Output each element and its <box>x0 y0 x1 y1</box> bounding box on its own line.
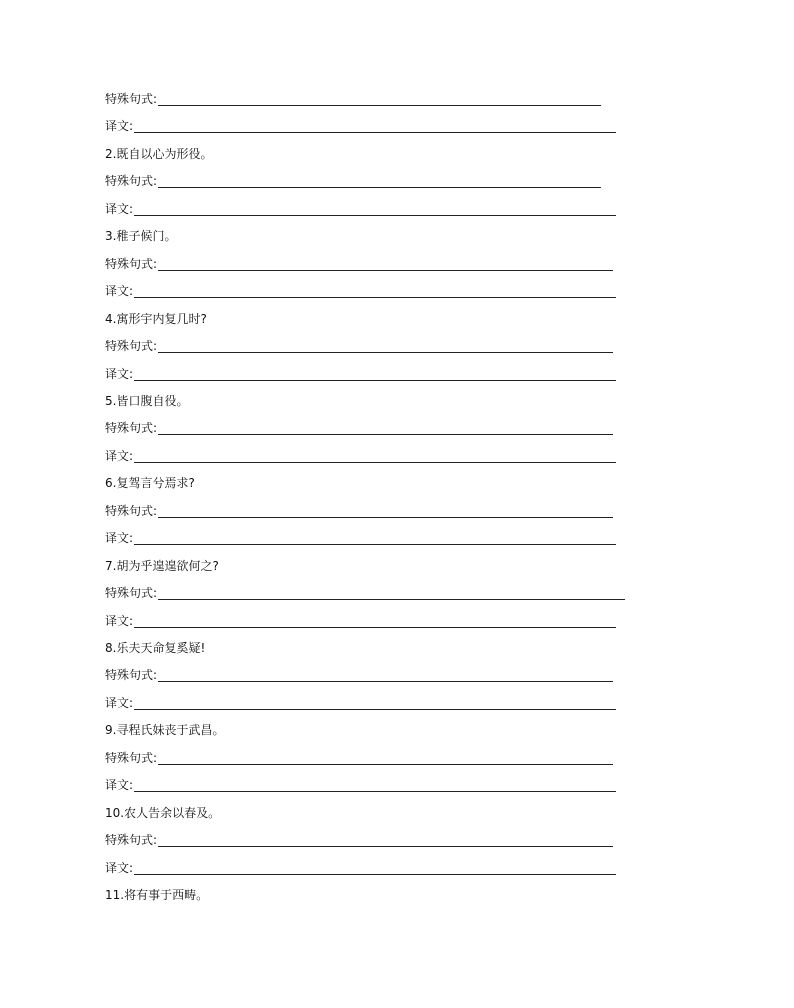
special-pattern-line <box>105 668 613 682</box>
special-pattern-label: 特殊句式: <box>105 174 158 188</box>
special-pattern-label: 特殊句式: <box>105 421 158 435</box>
translation-line <box>105 778 616 792</box>
translation-line <box>105 119 616 133</box>
translation-label: 译文: <box>105 778 134 792</box>
special-pattern-label: 特殊句式: <box>105 751 158 765</box>
special-pattern-line <box>105 339 613 353</box>
special-pattern-line <box>105 504 613 518</box>
question-text: 8.乐夫天命复奚疑! <box>105 641 206 655</box>
translation-line <box>105 531 616 545</box>
special-pattern-line <box>105 421 613 435</box>
answer-blank[interactable] <box>158 587 625 600</box>
question-text: 3.稚子候门。 <box>105 229 177 243</box>
translation-line <box>105 367 616 381</box>
special-pattern-line <box>105 833 613 847</box>
answer-blank[interactable] <box>158 340 613 353</box>
translation-line <box>105 861 616 875</box>
answer-blank[interactable] <box>134 120 616 133</box>
question-text: 10.农人告余以春及。 <box>105 806 221 820</box>
answer-blank[interactable] <box>158 752 613 765</box>
answer-blank[interactable] <box>158 505 613 518</box>
translation-line <box>105 284 616 298</box>
translation-label: 译文: <box>105 284 134 298</box>
question-text: 7.胡为乎遑遑欲何之? <box>105 559 219 573</box>
special-pattern-label: 特殊句式: <box>105 586 158 600</box>
answer-blank[interactable] <box>134 779 616 792</box>
special-pattern-label: 特殊句式: <box>105 92 158 106</box>
translation-line <box>105 696 616 710</box>
question-text: 11.将有事于西畴。 <box>105 888 209 902</box>
question-text: 5.皆口腹自役。 <box>105 394 189 408</box>
answer-blank[interactable] <box>134 862 616 875</box>
translation-label: 译文: <box>105 614 134 628</box>
answer-blank[interactable] <box>134 532 616 545</box>
answer-blank[interactable] <box>134 697 616 710</box>
question-text: 6.复驾言兮焉求? <box>105 476 195 490</box>
special-pattern-label: 特殊句式: <box>105 339 158 353</box>
answer-blank[interactable] <box>134 450 616 463</box>
special-pattern-line <box>105 174 601 188</box>
special-pattern-label: 特殊句式: <box>105 668 158 682</box>
answer-blank[interactable] <box>158 175 601 188</box>
translation-line <box>105 449 616 463</box>
translation-line <box>105 614 616 628</box>
answer-blank[interactable] <box>134 203 616 216</box>
answer-blank[interactable] <box>158 422 613 435</box>
answer-blank[interactable] <box>158 834 613 847</box>
translation-label: 译文: <box>105 531 134 545</box>
translation-label: 译文: <box>105 202 134 216</box>
special-pattern-line <box>105 751 613 765</box>
special-pattern-label: 特殊句式: <box>105 833 158 847</box>
answer-blank[interactable] <box>158 258 613 271</box>
answer-blank[interactable] <box>134 368 616 381</box>
question-text: 9.寻程氏妹丧于武昌。 <box>105 723 225 737</box>
answer-blank[interactable] <box>158 669 613 682</box>
special-pattern-label: 特殊句式: <box>105 257 158 271</box>
translation-line <box>105 202 616 216</box>
question-text: 4.寓形宇内复几时? <box>105 312 207 326</box>
special-pattern-line <box>105 92 601 106</box>
special-pattern-line <box>105 586 625 600</box>
answer-blank[interactable] <box>134 615 616 628</box>
translation-label: 译文: <box>105 367 134 381</box>
special-pattern-label: 特殊句式: <box>105 504 158 518</box>
question-text: 2.既自以心为形役。 <box>105 147 213 161</box>
translation-label: 译文: <box>105 119 134 133</box>
special-pattern-line <box>105 257 613 271</box>
answer-blank[interactable] <box>158 93 601 106</box>
translation-label: 译文: <box>105 696 134 710</box>
answer-blank[interactable] <box>134 285 616 298</box>
translation-label: 译文: <box>105 449 134 463</box>
translation-label: 译文: <box>105 861 134 875</box>
